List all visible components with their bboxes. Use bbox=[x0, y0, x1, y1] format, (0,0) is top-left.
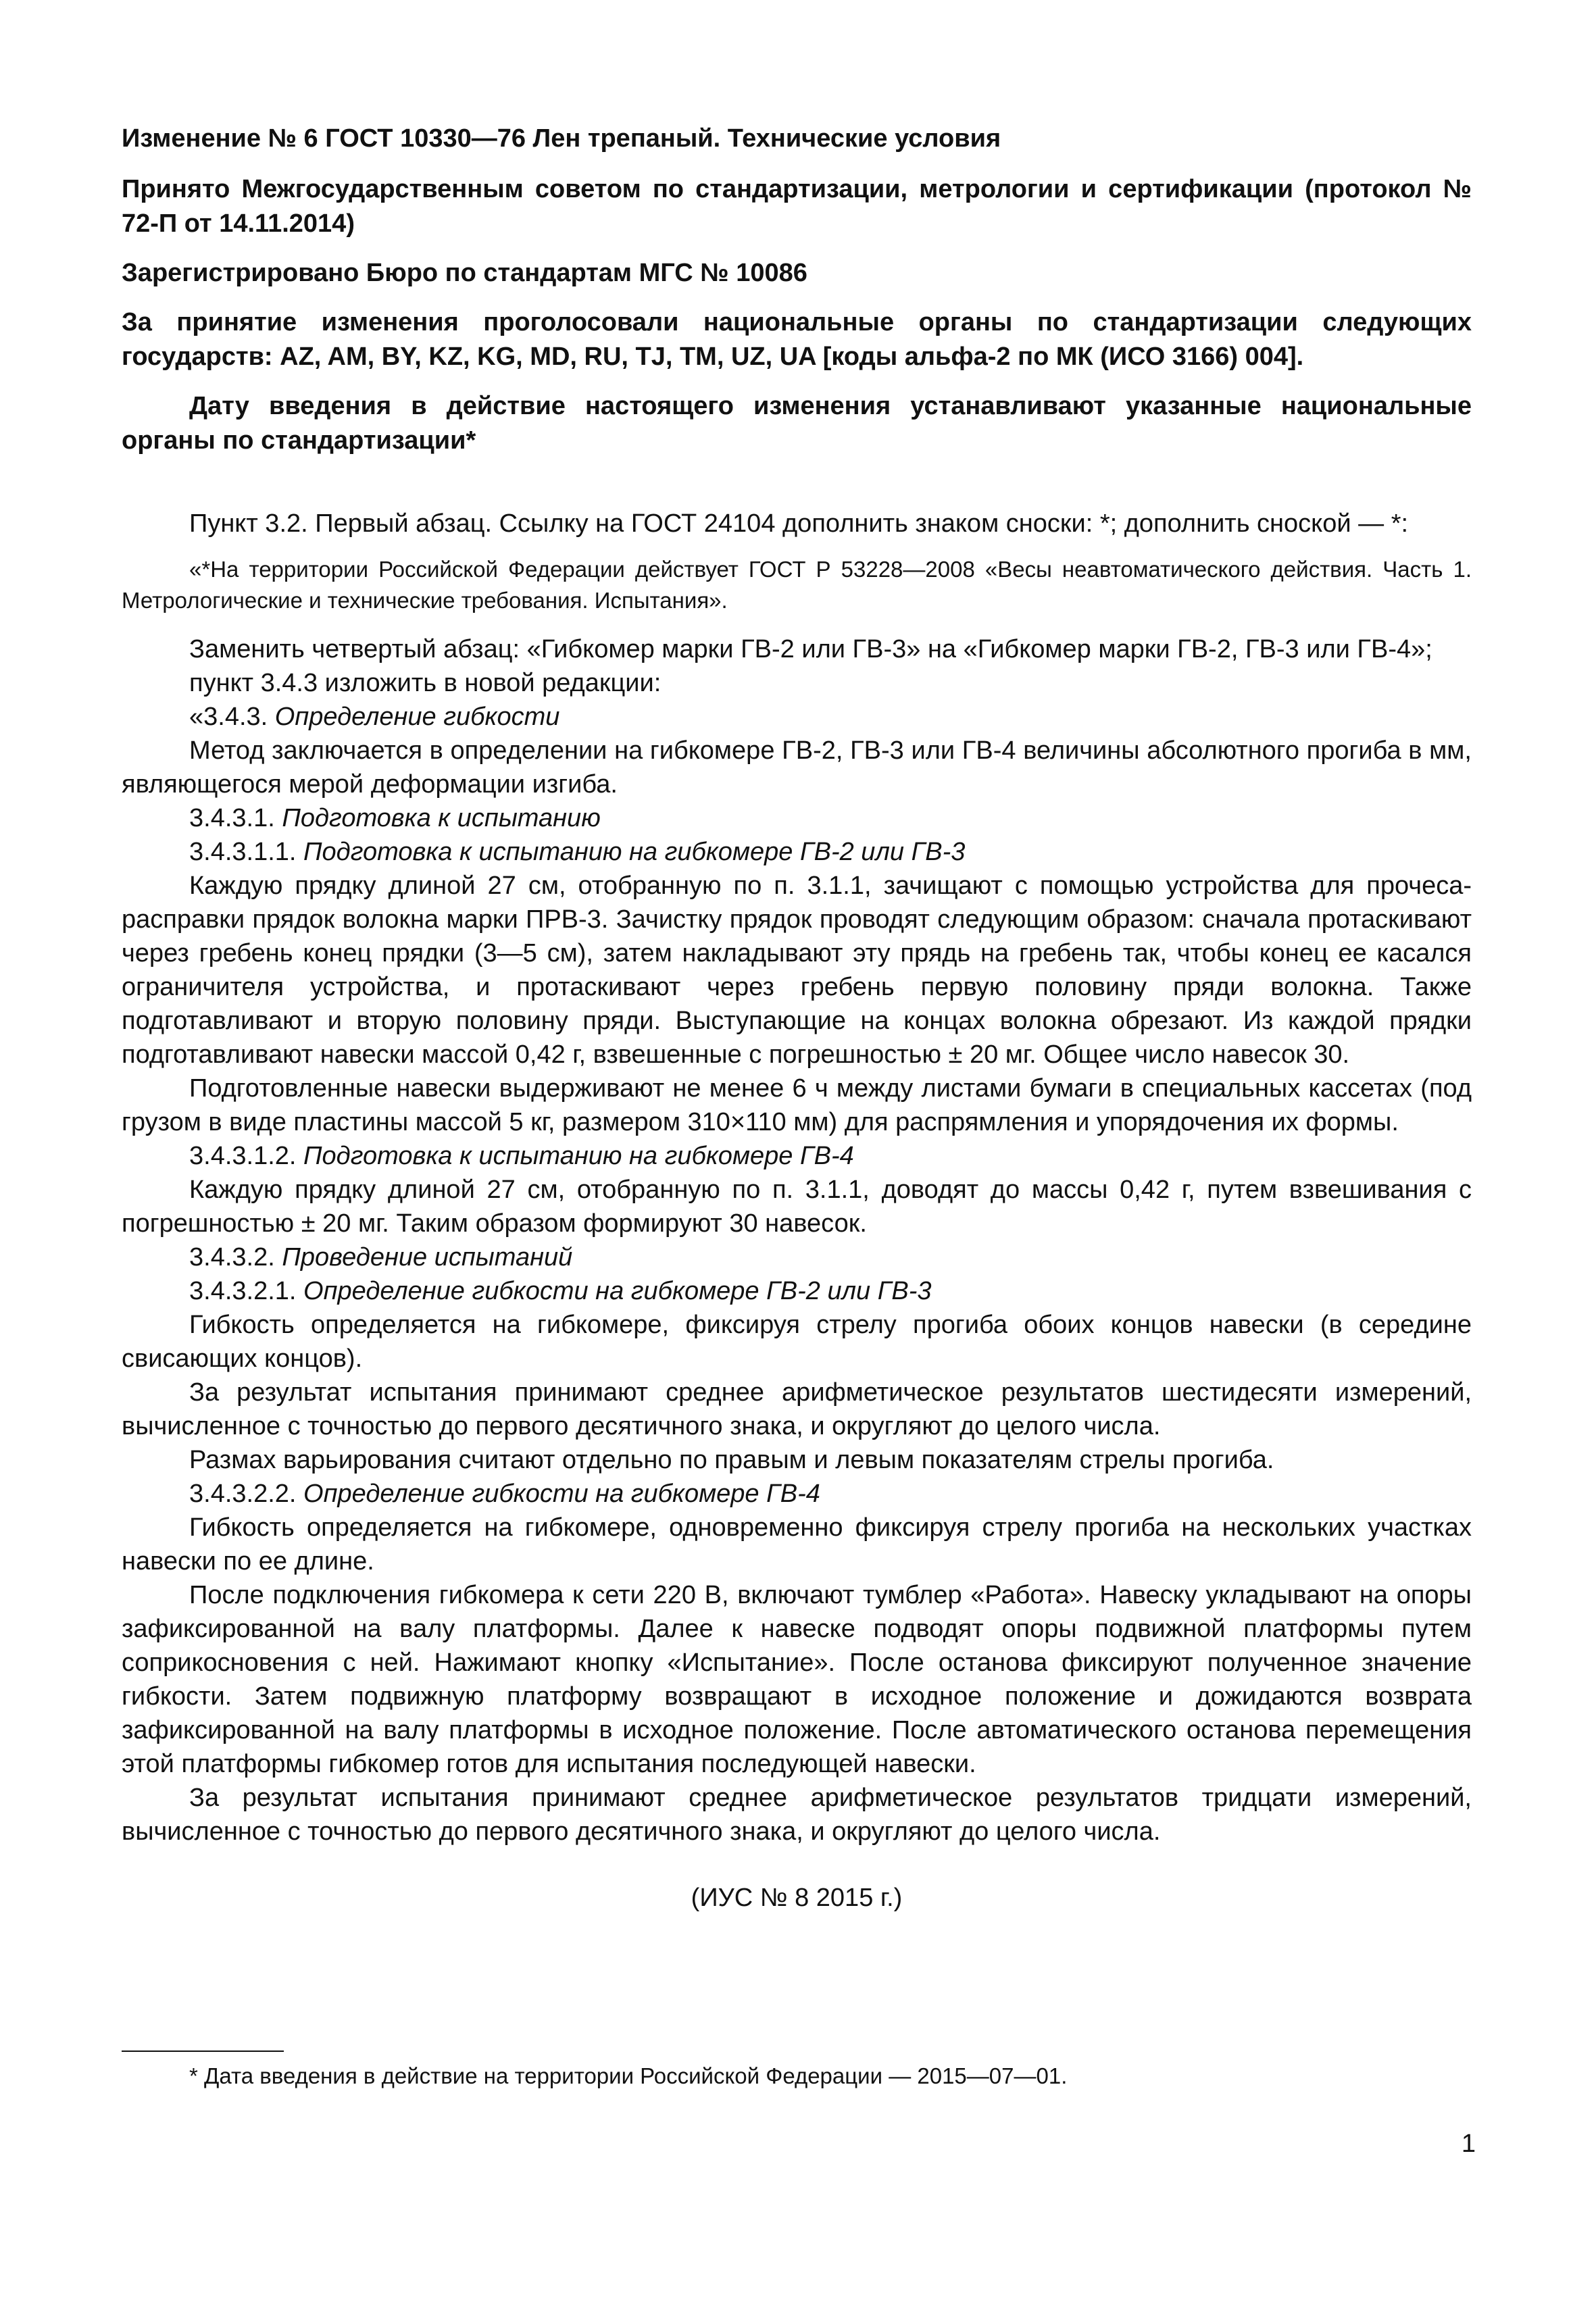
paragraph: Заменить четвертый абзац: «Гибкомер марки ГВ-2 или ГВ-3» на «Гибкомер марки ГВ-2, ГВ-3 или ГВ-4»; bbox=[189, 635, 1432, 663]
section-title: Подготовка к испытанию на гибкомере ГВ-4 bbox=[303, 1142, 854, 1170]
accepted-by: Принято Межгосударственным советом по стандартизации, метрологии и сертификации (протокол № 72-П от 14.11.2014) bbox=[122, 175, 1472, 238]
document-page bbox=[122, 122, 1472, 1915]
voting-states: За принятие изменения проголосовали национальные органы по стандартизации следующих государств: AZ, AM, BY, KZ, KG, MD, RU, TJ, TM, UZ, UA [коды альфа-2 по МК (ИСО 3166) 004]. bbox=[122, 308, 1472, 371]
section-title: Определение гибкости bbox=[274, 703, 560, 731]
paragraph: За результат испытания принимают среднее арифметическое результатов шестидесяти измерений, вычисленное с точностью до первого десятичного знака, и округляют до целого числа. bbox=[122, 1378, 1472, 1440]
amendment-title: Изменение № 6 ГОСТ 10330—76 Лен трепаный. Технические условия bbox=[122, 124, 1001, 153]
paragraph: Гибкость определяется на гибкомере, фиксируя стрелу прогиба обоих концов навески (в середине свисающих концов). bbox=[122, 1311, 1472, 1373]
ius-reference: (ИУС № 8 2015 г.) bbox=[691, 1884, 903, 1912]
footnote-divider bbox=[122, 2051, 284, 2052]
paragraph: Гибкость определяется на гибкомере, одновременно фиксируя стрелу прогиба на нескольких участках навески по ее длине. bbox=[122, 1513, 1472, 1576]
section-title: Проведение испытаний bbox=[282, 1243, 573, 1272]
section-number: 3.4.3.2.2. bbox=[189, 1480, 304, 1508]
paragraph: За результат испытания принимают среднее арифметическое результатов тридцати измерений, вычисленное с точностью до первого десятичного знака, и округляют до целого числа. bbox=[122, 1784, 1472, 1846]
section-title: Подготовка к испытанию bbox=[282, 804, 601, 832]
section-title: Определение гибкости на гибкомере ГВ-4 bbox=[303, 1480, 820, 1508]
paragraph: Каждую прядку длиной 27 см, отобранную по п. 3.1.1, доводят до массы 0,42 г, путем взвешивания с погрешностью ± 20 мг. Таким образом формируют 30 навесок. bbox=[122, 1176, 1472, 1238]
section-heading-3-4-3-1 bbox=[122, 801, 1472, 835]
section-title: Подготовка к испытанию на гибкомере ГВ-2 или ГВ-3 bbox=[303, 838, 966, 866]
paragraph: Размах варьирования считают отдельно по правым и левым показателям стрелы прогиба. bbox=[189, 1446, 1274, 1474]
section-heading-3-4-3-2 bbox=[122, 1240, 1472, 1274]
footnote: * Дата введения в действие на территории Российской Федерации — 2015—07—01. bbox=[189, 2063, 1068, 2088]
section-heading-3-4-3-1-1 bbox=[122, 835, 1472, 869]
section-number: 3.4.3.1.1. bbox=[189, 838, 304, 866]
section-number: 3.4.3.1. bbox=[189, 804, 282, 832]
paragraph: Пункт 3.2. Первый абзац. Ссылку на ГОСТ 24104 дополнить знаком сноски: *; дополнить сноской — *: bbox=[189, 509, 1409, 538]
section-heading-3-4-3-2-1 bbox=[122, 1274, 1472, 1308]
section-number: «3.4.3. bbox=[189, 703, 275, 731]
paragraph: пункт 3.4.3 изложить в новой редакции: bbox=[189, 669, 662, 697]
paragraph: Метод заключается в определении на гибкомере ГВ-2, ГВ-3 или ГВ-4 величины абсолютного прогиба в мм, являющегося мерой деформации изгиба. bbox=[122, 736, 1472, 799]
section-title: Определение гибкости на гибкомере ГВ-2 или ГВ-3 bbox=[303, 1277, 932, 1305]
paragraph: После подключения гибкомера к сети 220 В, включают тумблер «Работа». Навеску укладывают на опоры зафиксированной на валу платформы. Далее к навеске подводят опоры подвижной платформы путем соприкосновения с ней. Нажимают кнопку «Испытание». После останова фиксируют полученное значение гибкости. Затем подвижную платформу возвращают в исходное положение и дожидаются возврата зафиксированной на валу платформы в исходное положение. После автоматического останова перемещения этой платформы гибкомер готов для испытания последующей навески. bbox=[122, 1581, 1472, 1778]
page-number: 1 bbox=[1461, 2130, 1476, 2158]
footnote-quote: «*На территории Российской Федерации действует ГОСТ Р 53228—2008 «Весы неавтоматического действия. Часть 1. Метрологические и технические требования. Испытания». bbox=[122, 557, 1472, 613]
registration-note: Зарегистрировано Бюро по стандартам МГС № 10086 bbox=[122, 259, 807, 287]
section-heading-3-4-3-1-2 bbox=[122, 1139, 1472, 1173]
section-heading-3-4-3 bbox=[122, 700, 1472, 734]
section-number: 3.4.3.2. bbox=[189, 1243, 282, 1272]
section-heading-3-4-3-2-2 bbox=[122, 1477, 1472, 1511]
paragraph: Подготовленные навески выдерживают не менее 6 ч между листами бумаги в специальных кассетах (под грузом в виде пластины массой 5 кг, размером 310×110 мм) для распрямления и упорядочения их формы. bbox=[122, 1074, 1472, 1136]
section-number: 3.4.3.1.2. bbox=[189, 1142, 304, 1170]
effective-date-intro: Дату введения в действие настоящего изменения устанавливают указанные национальные органы по стандартизации* bbox=[122, 392, 1472, 455]
section-number: 3.4.3.2.1. bbox=[189, 1277, 304, 1305]
paragraph: Каждую прядку длиной 27 см, отобранную по п. 3.1.1, зачищают с помощью устройства для прочеса-расправки прядок волокна марки ПРВ-3. Зачистку прядок проводят следующим образом: сначала протаскивают через гребень конец прядки (3—5 см), затем накладывают эту прядь на гребень так, чтобы конец ее касался ограничителя устройства, и протаскивают через гребень первую половину пряди волокна. Также подготавливают и вторую половину пряди. Выступающие на концах волокна обрезают. Из каждой прядки подготавливают навески массой 0,42 г, взвешенные с погрешностью ± 20 мг. Общее число навесок 30. bbox=[122, 872, 1472, 1069]
